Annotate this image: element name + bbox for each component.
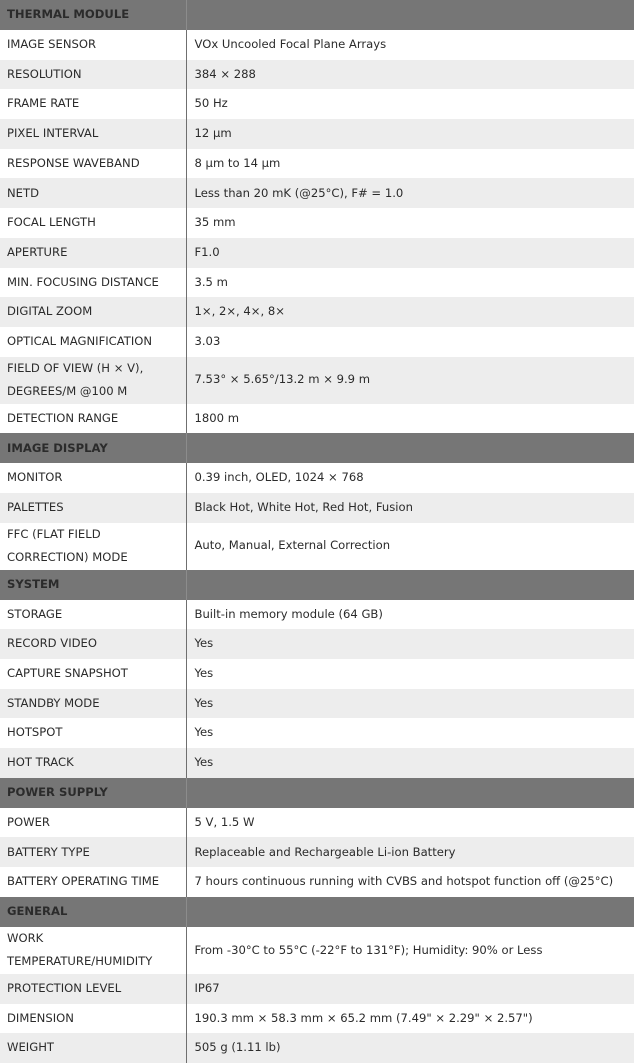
section-title: THERMAL MODULE bbox=[0, 0, 186, 30]
spec-value: VOx Uncooled Focal Plane Arrays bbox=[186, 30, 634, 60]
spec-label: OPTICAL MAGNIFICATION bbox=[7, 333, 153, 348]
spec-row bbox=[0, 89, 634, 119]
spec-value: 1800 m bbox=[186, 404, 634, 434]
spec-row bbox=[0, 1033, 634, 1063]
spec-row bbox=[0, 689, 634, 719]
spec-label: BATTERY TYPE bbox=[0, 837, 186, 867]
spec-label: IMAGE SENSOR bbox=[7, 37, 97, 52]
spec-label: DETECTION RANGE bbox=[7, 410, 119, 425]
section-header-fill bbox=[186, 570, 634, 600]
spec-label: PALETTES bbox=[0, 493, 186, 523]
spec-row bbox=[0, 718, 634, 748]
spec-row bbox=[0, 268, 634, 298]
spec-value: 505 g (1.11 lb) bbox=[186, 1033, 634, 1063]
spec-row bbox=[0, 60, 634, 90]
spec-row bbox=[0, 357, 634, 404]
section-header-fill bbox=[186, 897, 634, 927]
section-header bbox=[0, 433, 634, 463]
spec-value: 5 V, 1.5 W bbox=[186, 808, 634, 838]
spec-row bbox=[0, 867, 634, 897]
spec-row bbox=[0, 119, 634, 149]
spec-label: RESOLUTION bbox=[0, 60, 186, 90]
spec-row bbox=[0, 297, 634, 327]
spec-value: Yes bbox=[186, 629, 634, 659]
spec-value: F1.0 bbox=[186, 238, 634, 268]
section-title: SYSTEM bbox=[0, 570, 186, 600]
spec-value: Black Hot, White Hot, Red Hot, Fusion bbox=[186, 493, 634, 523]
spec-label: STANDBY MODE bbox=[0, 689, 186, 719]
section-header bbox=[0, 897, 634, 927]
spec-label: WEIGHT bbox=[0, 1033, 186, 1063]
section-title: IMAGE DISPLAY bbox=[0, 433, 186, 463]
spec-label: APERTURE bbox=[0, 238, 186, 268]
spec-row bbox=[0, 208, 634, 238]
spec-label: WORK TEMPERATURE/HUMIDITY bbox=[7, 930, 153, 969]
spec-value: 3.03 bbox=[186, 327, 634, 357]
spec-value: Yes bbox=[186, 718, 634, 748]
spec-value: 3.5 m bbox=[186, 268, 634, 298]
spec-label: STORAGE bbox=[7, 606, 63, 621]
spec-value: 35 mm bbox=[186, 208, 634, 238]
spec-value: 8 μm to 14 μm bbox=[186, 149, 634, 179]
spec-row bbox=[0, 463, 634, 493]
spec-row bbox=[0, 748, 634, 778]
spec-label: PIXEL INTERVAL bbox=[0, 119, 186, 149]
section-header-fill bbox=[186, 433, 634, 463]
spec-value: 384 × 288 bbox=[186, 60, 634, 90]
spec-value: Replaceable and Rechargeable Li-ion Battery bbox=[186, 837, 634, 867]
spec-value: Less than 20 mK (@25°C), F# = 1.0 bbox=[186, 178, 634, 208]
spec-value: IP67 bbox=[186, 974, 634, 1004]
spec-label: HOT TRACK bbox=[0, 748, 186, 778]
spec-row bbox=[0, 404, 634, 434]
section-header bbox=[0, 0, 634, 30]
spec-row bbox=[0, 178, 634, 208]
section-header bbox=[0, 778, 634, 808]
spec-label: MONITOR bbox=[7, 470, 63, 485]
spec-label: RESPONSE WAVEBAND bbox=[7, 155, 140, 170]
spec-row bbox=[0, 837, 634, 867]
section-header bbox=[0, 570, 634, 600]
spec-value: 50 Hz bbox=[186, 89, 634, 119]
spec-row bbox=[0, 629, 634, 659]
spec-label: BATTERY OPERATING TIME bbox=[7, 874, 160, 889]
spec-label: NETD bbox=[0, 178, 186, 208]
spec-label: DIGITAL ZOOM bbox=[0, 297, 186, 327]
section-title: POWER SUPPLY bbox=[0, 778, 186, 808]
spec-value: 7.53° × 5.65°/13.2 m × 9.9 m bbox=[186, 357, 634, 404]
spec-label: MIN. FOCUSING DISTANCE bbox=[7, 274, 159, 289]
spec-label: FRAME RATE bbox=[7, 96, 80, 111]
spec-row bbox=[0, 523, 634, 570]
spec-value: 0.39 inch, OLED, 1024 × 768 bbox=[186, 463, 634, 493]
spec-row bbox=[0, 974, 634, 1004]
spec-label: PROTECTION LEVEL bbox=[0, 974, 186, 1004]
spec-value: 1×, 2×, 4×, 8× bbox=[186, 297, 634, 327]
spec-value: Auto, Manual, External Correction bbox=[186, 523, 634, 570]
spec-value: Yes bbox=[186, 689, 634, 719]
spec-value: 7 hours continuous running with CVBS and hotspot function off (@25°C) bbox=[186, 867, 634, 897]
spec-label: FFC (FLAT FIELD CORRECTION) MODE bbox=[7, 526, 128, 565]
spec-row bbox=[0, 238, 634, 268]
spec-label: HOTSPOT bbox=[7, 725, 63, 740]
spec-label: POWER bbox=[7, 814, 50, 829]
spec-row bbox=[0, 327, 634, 357]
spec-value: 12 μm bbox=[186, 119, 634, 149]
spec-row bbox=[0, 808, 634, 838]
spec-row bbox=[0, 149, 634, 179]
spec-label: RECORD VIDEO bbox=[0, 629, 186, 659]
spec-value: Yes bbox=[186, 748, 634, 778]
spec-label: CAPTURE SNAPSHOT bbox=[7, 666, 128, 681]
spec-row bbox=[0, 493, 634, 523]
spec-label: FIELD OF VIEW (H × V), DEGREES/M @100 M bbox=[0, 357, 186, 404]
spec-row bbox=[0, 1004, 634, 1034]
spec-value: Yes bbox=[186, 659, 634, 689]
spec-value: Built-in memory module (64 GB) bbox=[186, 600, 634, 630]
spec-row bbox=[0, 659, 634, 689]
section-header-fill bbox=[186, 778, 634, 808]
spec-row bbox=[0, 600, 634, 630]
spec-value: From -30°C to 55°C (-22°F to 131°F); Humidity: 90% or Less bbox=[186, 927, 634, 974]
spec-row bbox=[0, 30, 634, 60]
section-title: GENERAL bbox=[0, 897, 186, 927]
spec-label: FOCAL LENGTH bbox=[7, 215, 96, 230]
spec-label: DIMENSION bbox=[7, 1010, 74, 1025]
spec-row bbox=[0, 927, 634, 974]
section-header-fill bbox=[186, 0, 634, 30]
spec-value: 190.3 mm × 58.3 mm × 65.2 mm (7.49" × 2.29" × 2.57") bbox=[186, 1004, 634, 1034]
